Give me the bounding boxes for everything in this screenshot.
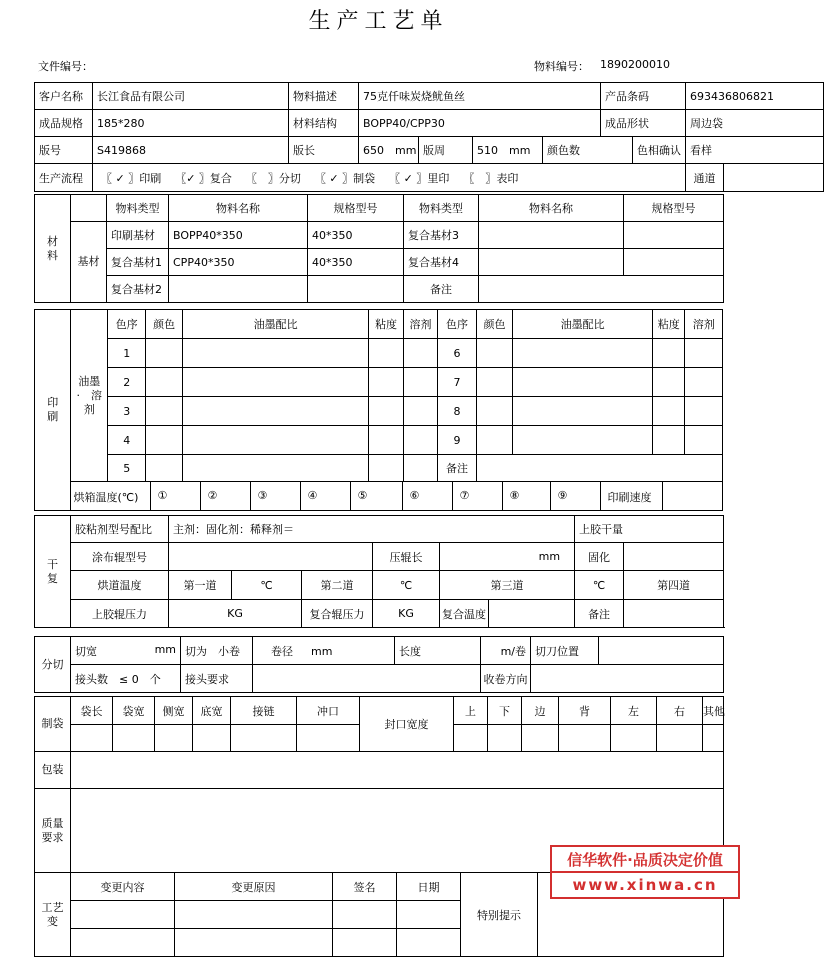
zone-3-label: 第三道 bbox=[440, 571, 575, 600]
seal-edge: 边 bbox=[522, 697, 559, 725]
plate-circ-label: 版周 bbox=[419, 137, 473, 164]
lam-remark-label: 备注 bbox=[575, 600, 624, 628]
seal-left: 左 bbox=[611, 697, 657, 725]
flow-laminate: 〖✓ 〗复合 bbox=[175, 171, 232, 185]
zone-4-label: 第四道 bbox=[624, 571, 724, 600]
mat-h-type: 物料类型 bbox=[107, 195, 169, 222]
barcode-value: 693436806821 bbox=[686, 83, 824, 110]
oven-8: ⑧ bbox=[509, 489, 520, 502]
desc-label: 物料描述 bbox=[289, 83, 359, 110]
joints-label: 接头数 ≤ 0 个 bbox=[71, 665, 181, 693]
mat-remark-label: 备注 bbox=[404, 276, 479, 303]
change-h-sign: 签名 bbox=[333, 873, 397, 901]
pr-h-color: 颜色 bbox=[146, 310, 182, 339]
pr-h-solv2: 溶剂 bbox=[685, 310, 723, 339]
size-label: 成品规格 bbox=[35, 110, 93, 137]
oven-2: ② bbox=[207, 489, 218, 502]
file-no-label: 文件编号： bbox=[38, 60, 93, 73]
bag-table bbox=[34, 696, 724, 752]
watermark-url: www.xinwa.cn bbox=[550, 871, 740, 899]
bag-zipper: 接链 bbox=[231, 697, 297, 725]
seal-back: 背 bbox=[559, 697, 611, 725]
lam-section-label: 干 复 bbox=[35, 516, 71, 628]
roller-label: 涂布辊型号 bbox=[71, 543, 169, 571]
slit-width-unit: mm bbox=[154, 642, 176, 656]
plate-len-label: 版长 bbox=[289, 137, 359, 164]
flow-slit: 〖 〗分切 bbox=[245, 171, 301, 185]
material-table bbox=[34, 194, 724, 303]
print-remark-label: 备注 bbox=[438, 455, 477, 482]
seal-width-label: 封口宽度 bbox=[360, 697, 454, 752]
zone-2-unit: ℃ bbox=[373, 571, 440, 600]
material-no-label: 物料编号： bbox=[534, 60, 589, 73]
plate-circ-value: 510 mm bbox=[473, 137, 543, 164]
wind-dir-label: 收卷方向 bbox=[481, 665, 531, 693]
change-section-label: 工艺变 bbox=[35, 873, 71, 957]
material-section-label: 材 料 bbox=[35, 195, 71, 303]
press-len-unit: mm bbox=[440, 543, 575, 571]
coat-label: 上胶干量 bbox=[575, 516, 724, 543]
oven-1: ① bbox=[157, 489, 168, 502]
print-table bbox=[34, 309, 723, 511]
quality-section-label: 质量要求 bbox=[35, 789, 71, 873]
mat-r2-spec: 40*350 bbox=[308, 249, 404, 276]
special-note-label: 特别提示 bbox=[461, 873, 538, 957]
cure-label: 固化 bbox=[575, 543, 624, 571]
mat-h-spec2: 规格型号 bbox=[624, 195, 724, 222]
seq-8: 8 bbox=[438, 397, 477, 426]
oven-3: ③ bbox=[257, 489, 268, 502]
lam-temp-label: 复合温度 bbox=[440, 600, 489, 628]
lam-press-label: 复合辊压力 bbox=[302, 600, 373, 628]
change-h-date: 日期 bbox=[397, 873, 461, 901]
mat-h-spec: 规格型号 bbox=[308, 195, 404, 222]
barcode-label: 产品条码 bbox=[601, 83, 686, 110]
joint-req-label: 接头要求 bbox=[181, 665, 253, 693]
mat-r1-type: 印刷基材 bbox=[107, 222, 169, 249]
mat-r1-type2: 复合基材3 bbox=[404, 222, 479, 249]
lam-press-unit: KG bbox=[373, 600, 440, 628]
bag-length: 袋长 bbox=[71, 697, 113, 725]
pr-h-ratio: 油墨配比 bbox=[182, 310, 368, 339]
plate-label: 版号 bbox=[35, 137, 93, 164]
oven-row bbox=[71, 482, 723, 511]
pack-section-label: 包装 bbox=[35, 752, 71, 789]
cut-small-label: 切为 小卷 bbox=[181, 637, 253, 665]
flow-surface-print: 〖 〗表印 bbox=[463, 171, 519, 185]
glue-label: 胶粘剂型号配比 bbox=[71, 516, 169, 543]
oven-label: 烘箱温度(℃) bbox=[73, 491, 139, 504]
pr-h-seq2: 色序 bbox=[438, 310, 477, 339]
info-table bbox=[34, 82, 824, 192]
flow-label: 生产流程 bbox=[35, 164, 93, 192]
flow-inner-print: 〖 ✓ 〗里印 bbox=[389, 171, 450, 185]
oven-6: ⑥ bbox=[409, 489, 420, 502]
color-confirm-label: 色相确认 bbox=[633, 137, 686, 164]
oven-7: ⑦ bbox=[459, 489, 470, 502]
size-value: 185*280 bbox=[93, 110, 289, 137]
change-h-reason: 变更原因 bbox=[175, 873, 333, 901]
material-no: 1890200010 bbox=[600, 58, 670, 71]
mat-r1-spec: 40*350 bbox=[308, 222, 404, 249]
flow-steps bbox=[93, 164, 686, 192]
base-label: 基材 bbox=[71, 222, 107, 303]
bag-punch: 冲口 bbox=[297, 697, 360, 725]
seal-right: 右 bbox=[657, 697, 703, 725]
ink-solvent-label: 油墨 · 溶剂 bbox=[71, 310, 107, 482]
oven-temp-label: 烘道温度 bbox=[71, 571, 169, 600]
flow-bag: 〖 ✓ 〗制袋 bbox=[314, 171, 376, 185]
mat-h-type2: 物料类型 bbox=[404, 195, 479, 222]
channel-label: 通道 bbox=[686, 164, 724, 192]
seq-6: 6 bbox=[438, 339, 477, 368]
seal-bottom: 下 bbox=[488, 697, 522, 725]
plate-value: S419868 bbox=[93, 137, 289, 164]
seq-2: 2 bbox=[107, 368, 146, 397]
pr-h-visc: 粘度 bbox=[369, 310, 403, 339]
glue-press-unit: KG bbox=[169, 600, 302, 628]
diameter-label: 卷径 bbox=[271, 644, 293, 658]
bag-width: 袋宽 bbox=[113, 697, 155, 725]
zone-1-label: 第一道 bbox=[169, 571, 232, 600]
customer-value: 长江食品有限公司 bbox=[93, 83, 289, 110]
print-section-label: 印 刷 bbox=[35, 310, 71, 511]
slitting-table bbox=[34, 636, 724, 693]
colors-label: 颜色数 bbox=[543, 137, 633, 164]
plate-len-value: 650 mm bbox=[359, 137, 419, 164]
oven-4: ④ bbox=[307, 489, 318, 502]
flow-print: 〖 ✓ 〗印刷 bbox=[101, 171, 162, 185]
length-label: 长度 bbox=[395, 637, 481, 665]
press-len-label: 压辊长 bbox=[373, 543, 440, 571]
mat-r2-name: CPP40*350 bbox=[169, 249, 308, 276]
oven-5: ⑤ bbox=[357, 489, 368, 502]
seq-4: 4 bbox=[107, 426, 146, 455]
zone-1-unit: ℃ bbox=[232, 571, 302, 600]
desc-value: 75克仟味炭烧鱿鱼丝 bbox=[359, 83, 601, 110]
bag-bottom: 底宽 bbox=[193, 697, 231, 725]
print-speed-label: 印刷速度 bbox=[607, 491, 652, 504]
glue-formula: 主剂：固化剂：稀释剂＝ bbox=[169, 516, 575, 543]
pr-h-seq: 色序 bbox=[107, 310, 146, 339]
seal-top: 上 bbox=[454, 697, 488, 725]
glue-press-label: 上胶辊压力 bbox=[71, 600, 169, 628]
oven-9: ⑨ bbox=[557, 489, 568, 502]
seq-9: 9 bbox=[438, 426, 477, 455]
bag-side: 侧宽 bbox=[155, 697, 193, 725]
pr-h-ratio2: 油墨配比 bbox=[513, 310, 653, 339]
pr-h-color2: 颜色 bbox=[476, 310, 512, 339]
zone-3-unit: ℃ bbox=[575, 571, 624, 600]
shape-label: 成品形状 bbox=[601, 110, 686, 137]
page-title: 生产工艺单 bbox=[308, 9, 449, 34]
channel-value bbox=[724, 164, 824, 192]
mat-r1-name: BOPP40*350 bbox=[169, 222, 308, 249]
knife-label: 切刀位置 bbox=[531, 637, 599, 665]
length-unit: m/卷 bbox=[481, 637, 531, 665]
seq-5: 5 bbox=[107, 455, 146, 482]
shape-value: 周边袋 bbox=[686, 110, 824, 137]
structure-value: BOPP40/CPP30 bbox=[359, 110, 601, 137]
pr-h-visc2: 粘度 bbox=[653, 310, 685, 339]
seal-other: 其他 bbox=[703, 697, 724, 725]
diameter-unit: mm bbox=[311, 644, 333, 658]
mat-r2-type2: 复合基材4 bbox=[404, 249, 479, 276]
slit-width-label: 切宽 bbox=[75, 644, 97, 658]
mat-h-name2: 物料名称 bbox=[479, 195, 624, 222]
mat-r3-type: 复合基材2 bbox=[107, 276, 169, 303]
slit-section-label: 分切 bbox=[35, 637, 71, 693]
lamination-table bbox=[34, 515, 724, 628]
change-h-content: 变更内容 bbox=[71, 873, 175, 901]
slit-width bbox=[71, 637, 181, 665]
zone-2-label: 第二道 bbox=[302, 571, 373, 600]
seq-3: 3 bbox=[107, 397, 146, 426]
seq-1: 1 bbox=[107, 339, 146, 368]
bag-section-label: 制袋 bbox=[35, 697, 71, 752]
mat-h-name: 物料名称 bbox=[169, 195, 308, 222]
seq-7: 7 bbox=[438, 368, 477, 397]
diameter bbox=[253, 637, 395, 665]
customer-label: 客户名称 bbox=[35, 83, 93, 110]
color-confirm-value: 看样 bbox=[686, 137, 824, 164]
mat-r2-type: 复合基材1 bbox=[107, 249, 169, 276]
structure-label: 材料结构 bbox=[289, 110, 359, 137]
pr-h-solv: 溶剂 bbox=[403, 310, 437, 339]
watermark-slogan: 信华软件·品质决定价值 bbox=[550, 845, 740, 873]
